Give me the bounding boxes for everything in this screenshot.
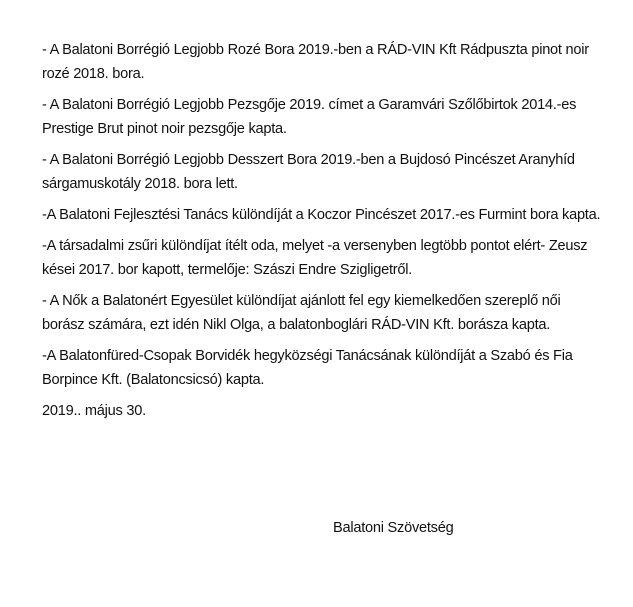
document-date: 2019.. május 30. [42, 403, 146, 419]
paragraph-wine-district-award: -A Balatonfüred-Csopak Borvidék hegyközségi Tanácsának különdíját a Szabó és Fia Borpince Kft. (Balatoncsicsó) kapta. [42, 348, 573, 388]
paragraph-women-association-award: - A Nők a Balatonért Egyesület különdíjat ajánlott fel egy kiemelkedően szereplő női borász számára, ezt idén Nikl Olga, a balatonboglári RÁD-VIN Kft. borásza kapta. [42, 293, 561, 333]
paragraph-development-council-award: -A Balatoni Fejlesztési Tanács különdíját a Koczor Pincészet 2017.-es Furmint bora kapta. [42, 207, 601, 223]
document-body [42, 38, 602, 430]
signature: Balatoni Szövetség [333, 520, 454, 536]
paragraph-rose-award: - A Balatoni Borrégió Legjobb Rozé Bora 2019.-ben a RÁD-VIN Kft Rádpuszta pinot noir rozé 2018. bora. [42, 42, 589, 82]
paragraph-dessert-award: - A Balatoni Borrégió Legjobb Desszert Bora 2019.-ben a Bujdosó Pincészet Aranyhíd sárgamuskotály 2018. bora lett. [42, 152, 575, 192]
paragraph-sparkling-award: - A Balatoni Borrégió Legjobb Pezsgője 2019. címet a Garamvári Szőlőbirtok 2014.-es Prestige Brut pinot noir pezsgője kapta. [42, 97, 577, 137]
paragraph-public-jury-award: -A társadalmi zsűri különdíjat ítélt oda, melyet -a versenyben legtöbb pontot elért- Zeusz kései 2017. bor kapott, termelője: Szászi Endre Szigligetről. [42, 238, 588, 278]
